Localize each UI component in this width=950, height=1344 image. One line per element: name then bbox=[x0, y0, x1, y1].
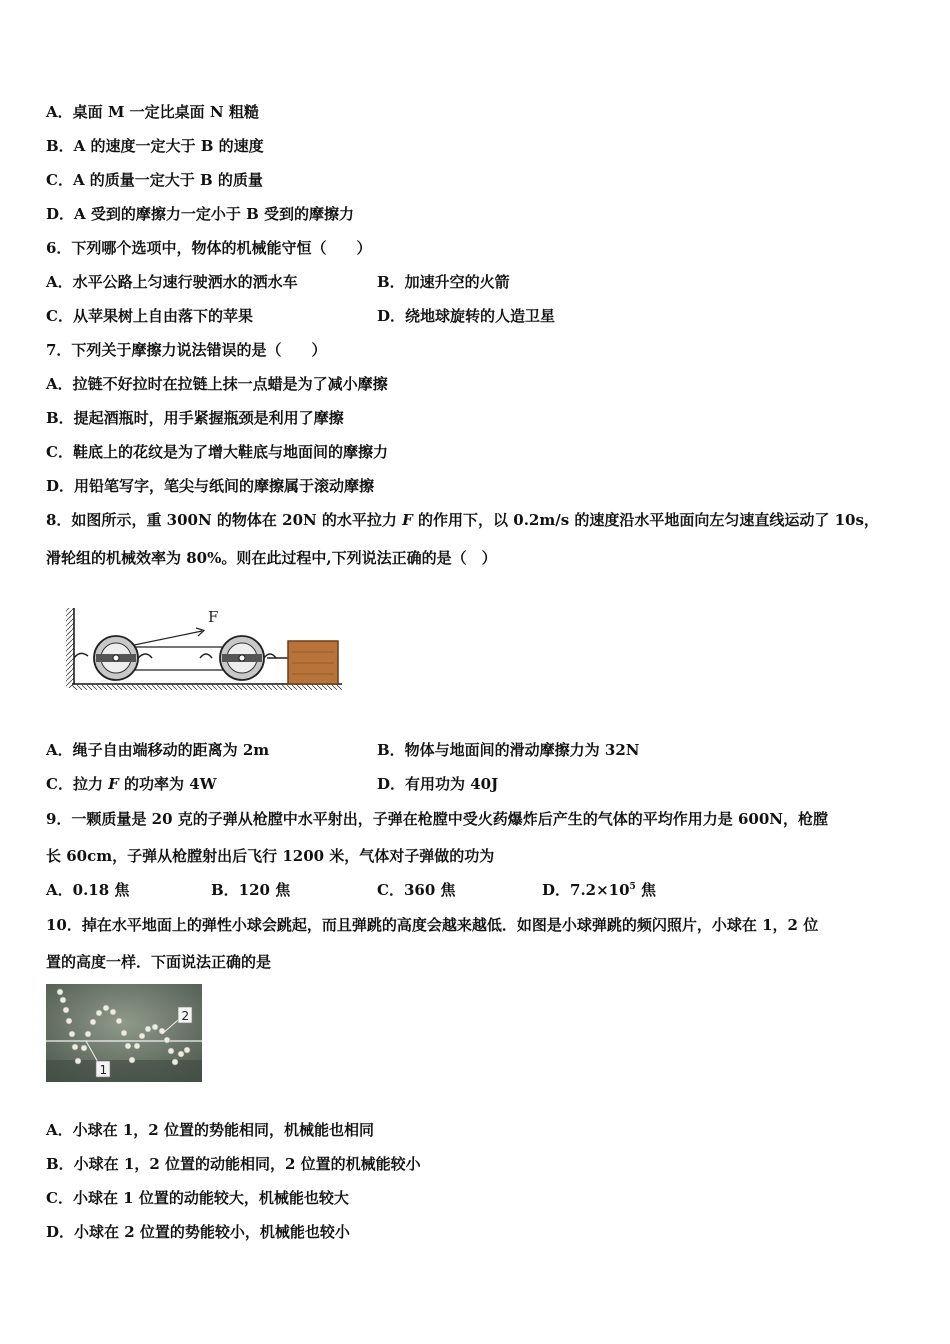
bouncing-ball-photo bbox=[46, 984, 202, 1082]
q7-option-a: A．拉链不好拉时在拉链上抹一点蜡是为了减小摩擦 bbox=[46, 375, 388, 393]
q8-option-c: C．拉力 F 的功率为 4W bbox=[46, 775, 217, 793]
q5-option-b: B．A 的速度一定大于 B 的速度 bbox=[46, 137, 264, 155]
q7-stem: 7．下列关于摩擦力说法错误的是（ ） bbox=[46, 341, 327, 359]
pulley-diagram bbox=[62, 600, 347, 695]
q5-option-a: A．桌面 M 一定比桌面 N 粗糙 bbox=[46, 103, 259, 121]
q10-option-d: D．小球在 2 位置的势能较小，机械能也较小 bbox=[46, 1223, 350, 1241]
pulley-force-label: F bbox=[208, 608, 219, 626]
q9-option-c: C．360 焦 bbox=[377, 881, 456, 899]
q5-option-d: D．A 受到的摩擦力一定小于 B 受到的摩擦力 bbox=[46, 205, 354, 223]
q9-option-b: B．120 焦 bbox=[211, 881, 291, 899]
q6-option-c: C．从苹果树上自由落下的苹果 bbox=[46, 307, 253, 325]
q7-option-c: C．鞋底上的花纹是为了增大鞋底与地面间的摩擦力 bbox=[46, 443, 388, 461]
q10-stem-line1: 10．掉在水平地面上的弹性小球会跳起，而且弹跳的高度会越来越低．如图是小球弹跳的频闪照片，小球在 1，2 位 bbox=[46, 916, 819, 934]
q10-option-a: A．小球在 1，2 位置的势能相同，机械能也相同 bbox=[46, 1121, 374, 1139]
q8-stem-line2: 滑轮组的机械效率为 80%。则在此过程中,下列说法正确的是（ ） bbox=[46, 549, 497, 567]
q10-option-c: C．小球在 1 位置的动能较大，机械能也较大 bbox=[46, 1189, 349, 1207]
q8-option-b: B．物体与地面间的滑动摩擦力为 32N bbox=[377, 741, 640, 759]
q9-option-a: A．0.18 焦 bbox=[46, 881, 130, 899]
q6-option-a: A．水平公路上匀速行驶洒水的洒水车 bbox=[46, 273, 298, 291]
q8-option-d: D．有用功为 40J bbox=[377, 775, 499, 793]
photo-label-1: 1 bbox=[99, 1063, 108, 1077]
q8-option-a: A．绳子自由端移动的距离为 2m bbox=[46, 741, 270, 759]
photo-label-2: 2 bbox=[181, 1009, 190, 1023]
q7-option-d: D．用铅笔写字，笔尖与纸间的摩擦属于滚动摩擦 bbox=[46, 477, 375, 495]
q9-stem-line2: 长 60cm，子弹从枪膛射出后飞行 1200 米，气体对子弹做的功为 bbox=[46, 847, 495, 865]
q5-option-c: C．A 的质量一定大于 B 的质量 bbox=[46, 171, 263, 189]
q7-option-b: B．提起酒瓶时，用手紧握瓶颈是利用了摩擦 bbox=[46, 409, 344, 427]
q10-stem-line2: 置的高度一样．下面说法正确的是 bbox=[46, 953, 272, 971]
q6-stem: 6．下列哪个选项中，物体的机械能守恒（ ） bbox=[46, 239, 372, 257]
q8-stem-line1: 8．如图所示，重 300N 的物体在 20N 的水平拉力 F 的作用下，以 0.2m/s 的速度沿水平地面向左匀速直线运动了 10s， bbox=[46, 511, 879, 529]
q6-option-b: B．加速升空的火箭 bbox=[377, 273, 510, 291]
q6-option-d: D．绕地球旋转的人造卫星 bbox=[377, 307, 556, 325]
q9-option-d: D．$7.2\times 10^5$ 焦 bbox=[542, 881, 657, 899]
q10-option-b: B．小球在 1，2 位置的动能相同，2 位置的机械能较小 bbox=[46, 1155, 421, 1173]
q9-stem-line1: 9．一颗质量是 20 克的子弹从枪膛中水平射出，子弹在枪膛中受火药爆炸后产生的气体的平均作用力是 600N，枪膛 bbox=[46, 810, 829, 828]
